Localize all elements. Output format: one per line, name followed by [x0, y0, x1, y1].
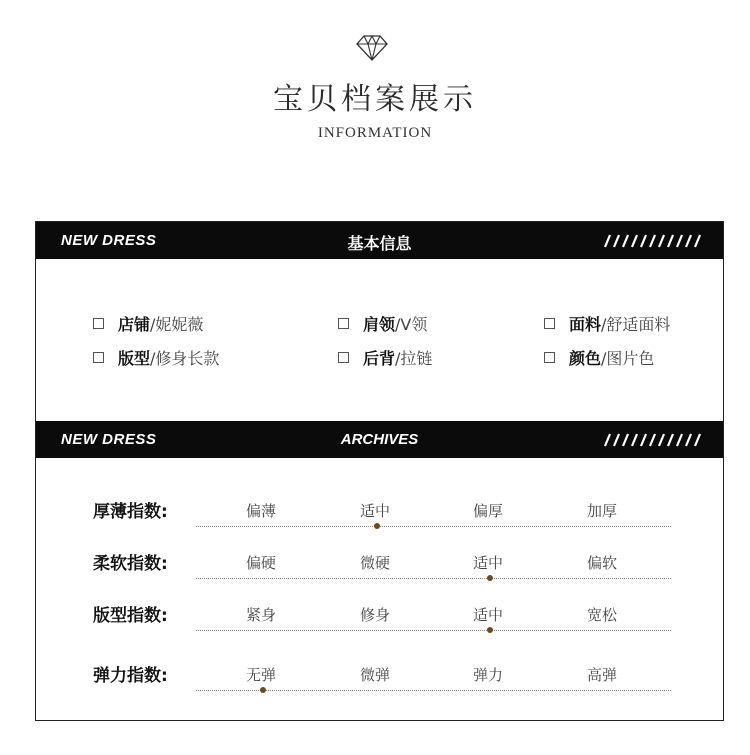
scale-line: [196, 630, 671, 631]
archive-option: 宽松: [587, 606, 618, 624]
archive-option: 偏厚: [473, 502, 504, 520]
slashes-decoration: [601, 234, 705, 248]
slashes-decoration: [601, 433, 705, 447]
archive-option: 适中: [360, 502, 391, 520]
info-panel: [35, 221, 724, 721]
checkbox-icon: [338, 352, 349, 363]
archive-option: 无弹: [246, 666, 277, 684]
scale-line: [196, 526, 671, 527]
archive-option: 加厚: [587, 502, 618, 520]
archive-option: 微弹: [360, 666, 391, 684]
page-title: 宝贝档案展示: [273, 82, 477, 117]
archive-option: 适中: [473, 554, 504, 572]
checkbox-icon: [544, 318, 555, 329]
archive-option: 偏硬: [246, 554, 277, 572]
info-value: /拉链: [395, 349, 433, 368]
archive-row-label: 厚薄指数:: [93, 502, 168, 522]
scale-marker: [487, 575, 493, 581]
scale-marker: [260, 687, 266, 693]
scale-line: [196, 690, 671, 691]
archive-option: 适中: [473, 606, 504, 624]
info-key: 肩领: [363, 315, 396, 334]
archive-option: 偏软: [587, 554, 618, 572]
page-subtitle: INFORMATION: [317, 125, 433, 141]
info-key: 面料: [569, 315, 602, 334]
archive-option: 高弹: [587, 666, 618, 684]
diamond-icon: [355, 34, 389, 62]
archives-bar: [36, 421, 723, 458]
archive-row-label: 版型指数:: [93, 606, 168, 626]
checkbox-icon: [544, 352, 555, 363]
info-value: /图片色: [601, 349, 655, 368]
info-item: [338, 346, 432, 369]
bar-title: 基本信息: [347, 234, 412, 253]
archive-row-label: 弹力指数:: [93, 666, 168, 686]
info-key: 后背: [363, 349, 396, 368]
info-item: [338, 312, 427, 335]
checkbox-icon: [338, 318, 349, 329]
info-value: /妮妮薇: [150, 315, 204, 334]
page-header: [0, 0, 750, 200]
scale-marker: [487, 627, 493, 633]
info-key: 颜色: [569, 349, 602, 368]
info-key: 版型: [118, 349, 151, 368]
archive-option: 偏薄: [246, 502, 277, 520]
archive-option: 修身: [360, 606, 391, 624]
bar-left-label: NEW DRESS: [61, 232, 157, 249]
info-item: [544, 312, 670, 335]
scale-line: [196, 578, 671, 579]
info-item: [93, 312, 203, 335]
archive-option: 紧身: [246, 606, 277, 624]
archive-option: 弹力: [473, 666, 504, 684]
info-item: [544, 346, 654, 369]
archive-option: 微硬: [360, 554, 391, 572]
scale-marker: [374, 523, 380, 529]
checkbox-icon: [93, 318, 104, 329]
info-key: 店铺: [118, 315, 151, 334]
checkbox-icon: [93, 352, 104, 363]
info-value: /V领: [395, 315, 428, 334]
info-value: /修身长款: [150, 349, 220, 368]
bar-left-label: NEW DRESS: [61, 431, 157, 448]
info-item: [93, 346, 219, 369]
archive-row-label: 柔软指数:: [93, 554, 168, 574]
info-value: /舒适面料: [601, 315, 671, 334]
bar-title: ARCHIVES: [340, 431, 419, 448]
basic-info-bar: [36, 222, 723, 259]
